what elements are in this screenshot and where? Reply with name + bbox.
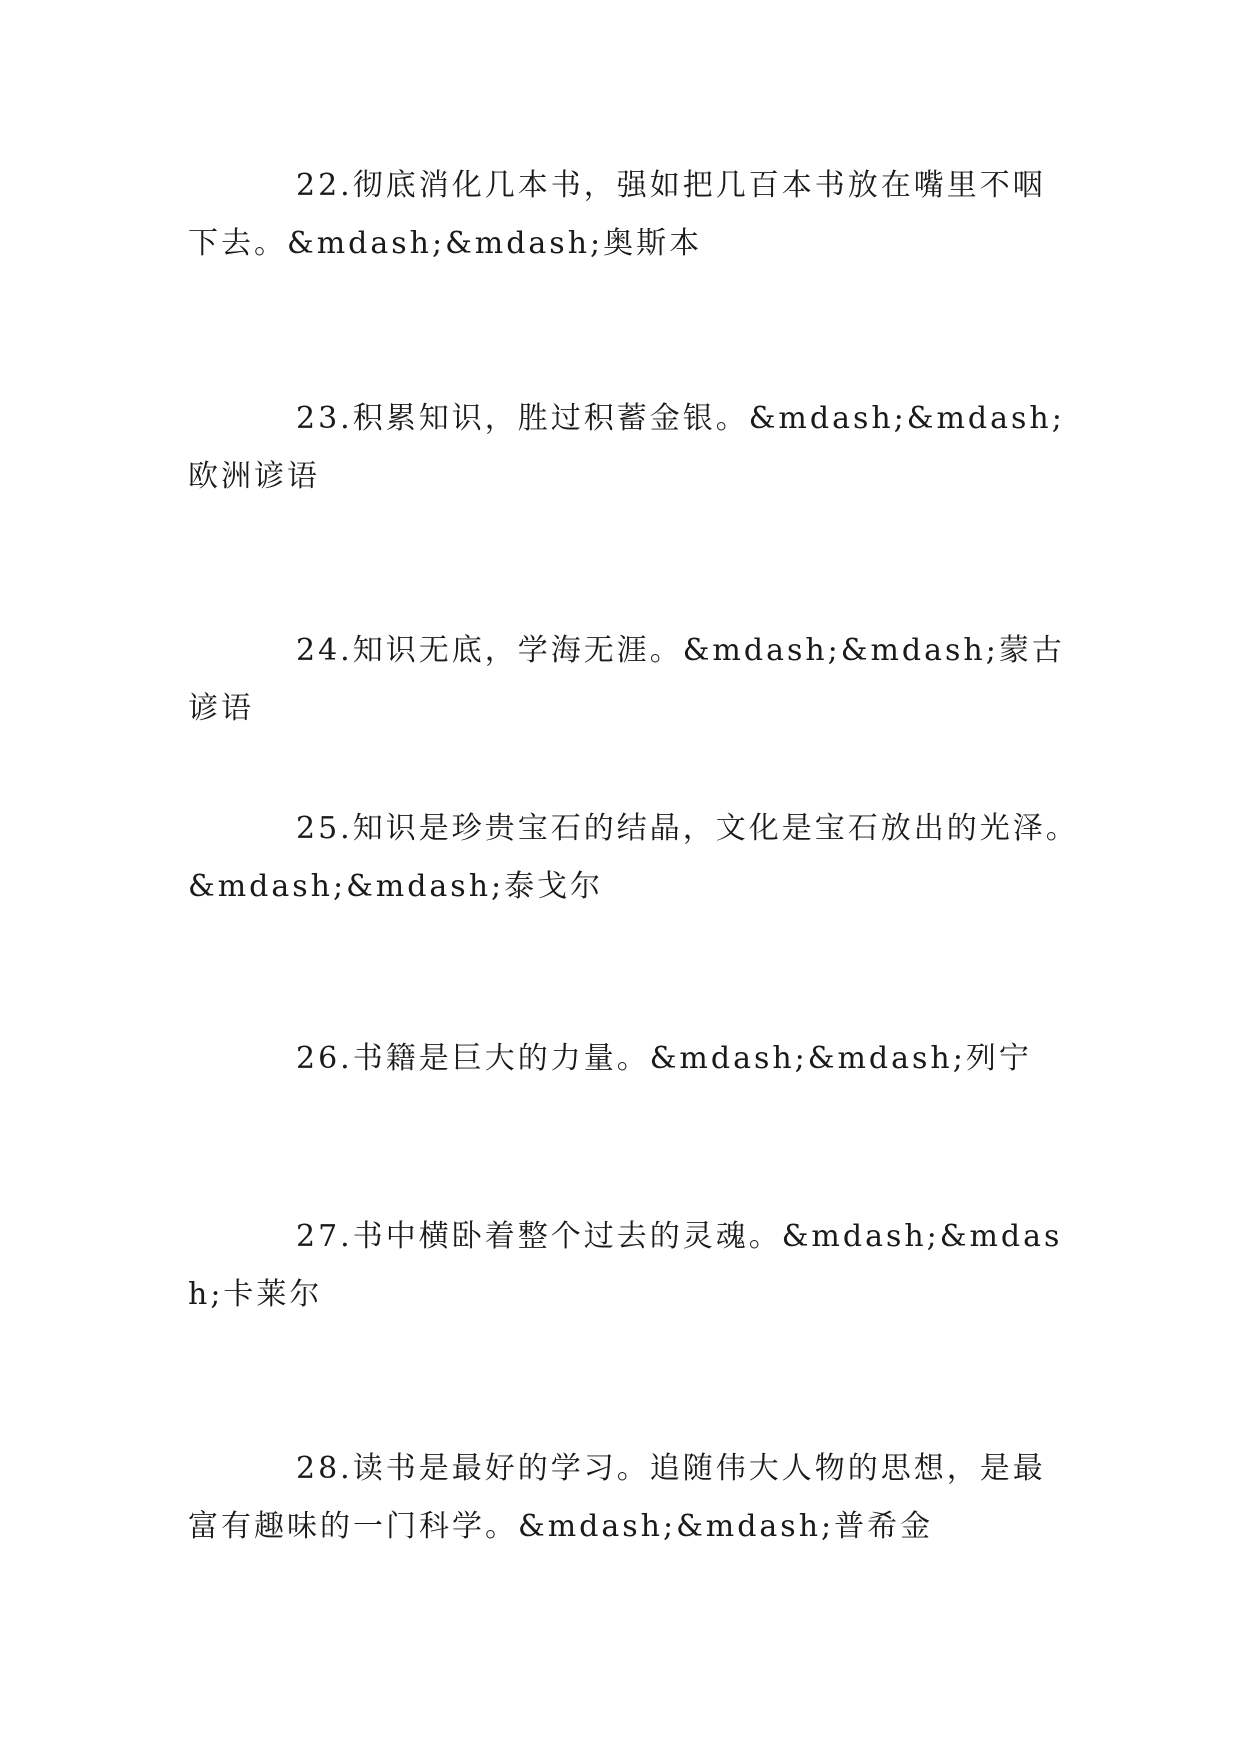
quote-paragraph-28: 28.读书是最好的学习。追随伟大人物的思想，是最富有趣味的一门科学。&mdash;&mdash;普希金 xyxy=(188,1451,1046,1544)
quote-paragraph-27: 27.书中横卧着整个过去的灵魂。&mdash;&mdash;卡莱尔 xyxy=(188,1219,1063,1312)
quote-paragraph-23: 23.积累知识，胜过积蓄金银。&mdash;&mdash;欧洲谚语 xyxy=(188,401,1065,494)
quote-paragraph-24: 24.知识无底，学海无涯。&mdash;&mdash;蒙古谚语 xyxy=(188,633,1065,726)
quote-paragraph-22: 22.彻底消化几本书，强如把几百本书放在嘴里不咽下去。&mdash;&mdash;奥斯本 xyxy=(188,168,1046,261)
quote-paragraph-25: 25.知识是珍贵宝石的结晶，文化是宝石放出的光泽。&mdash;&mdash;泰戈尔 xyxy=(188,811,1079,904)
quote-paragraph-26: 26.书籍是巨大的力量。&mdash;&mdash;列宁 xyxy=(296,1041,1032,1076)
